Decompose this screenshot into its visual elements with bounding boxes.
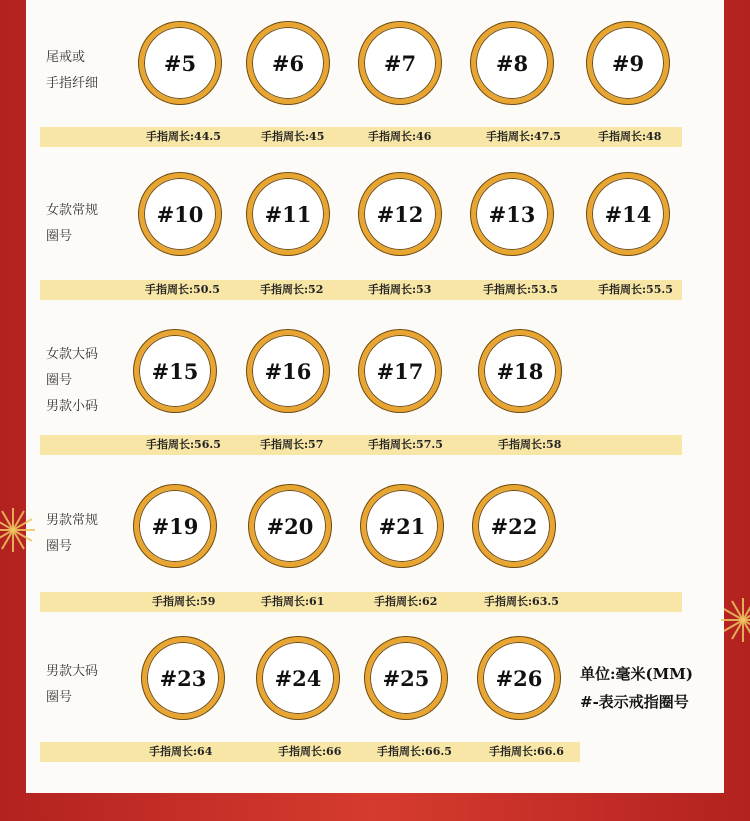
finger-circumference-label: 手指周长:44.5 <box>146 130 221 143</box>
category-label-line: 男款大码 <box>46 664 99 679</box>
finger-circumference-label: 手指周长:64 <box>149 745 213 758</box>
finger-circumference-label: 手指周长:47.5 <box>486 130 561 143</box>
category-label-line: 尾戒或 <box>46 50 86 65</box>
ring-size-circle: #13 <box>471 173 553 255</box>
finger-circumference-label: 手指周长:66.6 <box>489 745 564 758</box>
finger-circumference-label: 手指周长:45 <box>261 130 325 143</box>
measurement-band <box>40 280 682 300</box>
ring-size-circle: #15 <box>134 330 216 412</box>
ring-size-circle: #19 <box>134 485 216 567</box>
finger-circumference-label: 手指周长:63.5 <box>484 595 559 608</box>
measurement-band <box>40 127 682 147</box>
category-label-line: 女款大码 <box>46 347 99 362</box>
finger-circumference-label: 手指周长:58 <box>498 438 562 451</box>
finger-circumference-label: 手指周长:52 <box>260 283 324 296</box>
category-label-line: 圈号 <box>46 229 73 244</box>
finger-circumference-label: 手指周长:66.5 <box>377 745 452 758</box>
finger-circumference-label: 手指周长:53 <box>368 283 432 296</box>
legend-note: #-表示戒指圈号 <box>580 693 689 711</box>
finger-circumference-label: 手指周长:62 <box>374 595 438 608</box>
ring-size-circle: #7 <box>359 22 441 104</box>
firework-decoration-left <box>0 500 32 560</box>
finger-circumference-label: 手指周长:48 <box>598 130 662 143</box>
finger-circumference-label: 手指周长:46 <box>368 130 432 143</box>
finger-circumference-label: 手指周长:59 <box>152 595 216 608</box>
category-label <box>46 198 136 250</box>
unit-note: 单位:毫米(MM) <box>580 665 693 683</box>
finger-circumference-label: 手指周长:57.5 <box>368 438 443 451</box>
finger-circumference-label: 手指周长:53.5 <box>483 283 558 296</box>
ring-size-circle: #11 <box>247 173 329 255</box>
category-label-line: 男款小码 <box>46 399 99 414</box>
ring-size-circle: #16 <box>247 330 329 412</box>
ring-size-circle: #17 <box>359 330 441 412</box>
category-label-line: 手指纤细 <box>46 76 99 91</box>
ring-size-circle: #5 <box>139 22 221 104</box>
category-label-line: 男款常规 <box>46 513 99 528</box>
ring-size-circle: #10 <box>139 173 221 255</box>
ring-size-circle: #22 <box>473 485 555 567</box>
finger-circumference-label: 手指周长:55.5 <box>598 283 673 296</box>
category-label-line: 圈号 <box>46 373 73 388</box>
category-label <box>46 342 136 420</box>
ring-size-circle: #24 <box>257 637 339 719</box>
firework-decoration-right <box>722 590 750 650</box>
ring-size-circle: #12 <box>359 173 441 255</box>
finger-circumference-label: 手指周长:66 <box>278 745 342 758</box>
finger-circumference-label: 手指周长:57 <box>260 438 324 451</box>
measurement-band <box>40 435 682 455</box>
ring-size-circle: #23 <box>142 637 224 719</box>
ring-size-circle: #6 <box>247 22 329 104</box>
ring-size-circle: #20 <box>249 485 331 567</box>
ring-size-circle: #25 <box>365 637 447 719</box>
finger-circumference-label: 手指周长:56.5 <box>146 438 221 451</box>
category-label <box>46 45 136 97</box>
ring-size-circle: #9 <box>587 22 669 104</box>
category-label <box>46 659 136 711</box>
ring-size-circle: #14 <box>587 173 669 255</box>
category-label-line: 女款常规 <box>46 203 99 218</box>
category-label <box>46 508 136 560</box>
measurement-band <box>40 592 682 612</box>
category-label-line: 圈号 <box>46 539 73 554</box>
ring-size-circle: #26 <box>478 637 560 719</box>
ring-size-circle: #8 <box>471 22 553 104</box>
ring-size-circle: #21 <box>361 485 443 567</box>
category-label-line: 圈号 <box>46 690 73 705</box>
ring-size-circle: #18 <box>479 330 561 412</box>
finger-circumference-label: 手指周长:61 <box>261 595 325 608</box>
finger-circumference-label: 手指周长:50.5 <box>145 283 220 296</box>
